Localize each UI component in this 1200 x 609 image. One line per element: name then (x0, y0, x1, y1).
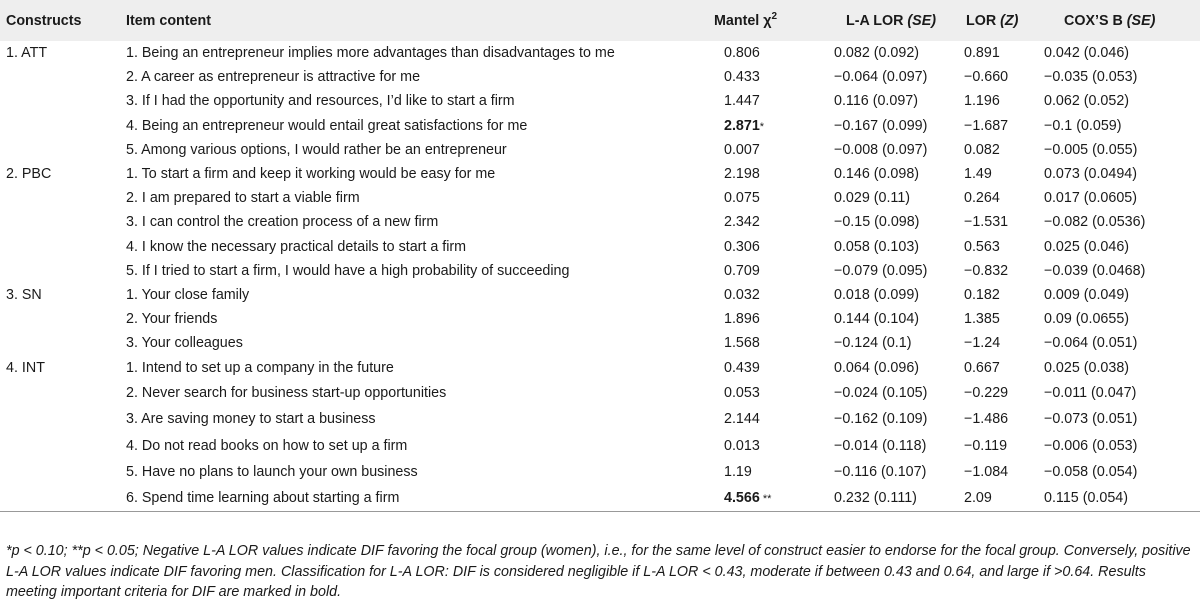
cell-lor: 1.385 (964, 311, 1000, 328)
cell-lor: −0.119 (964, 437, 1008, 454)
cell-la-lor: 0.029 (0.11) (834, 190, 911, 207)
cell-la-lor: 0.116 (0.097) (834, 93, 918, 110)
cell-construct (0, 259, 120, 283)
cell-cox: 0.025 (0.038) (1044, 359, 1130, 376)
cell-lor: −1.531 (964, 214, 1009, 231)
cell-item-content: 3. Your colleagues (126, 335, 243, 352)
cell-lor: 2.09 (964, 490, 992, 507)
cell-cox: −0.082 (0.0536) (1044, 214, 1146, 231)
cell-cox: −0.073 (0.051) (1044, 411, 1138, 428)
cell-lor: 1.49 (964, 166, 992, 183)
cell-item-content: 4. Being an entrepreneur would entail great satisfactions for me (126, 117, 528, 134)
header-lor (956, 0, 1036, 41)
cell-mantel (710, 235, 826, 259)
cell-cox: 0.017 (0.0605) (1044, 190, 1137, 207)
mantel-value: 0.306 (724, 238, 760, 255)
cell-la-lor: −0.014 (0.118) (834, 437, 927, 454)
cell-item-content: 5. If I tried to start a firm, I would have a high probability of succeeding (126, 262, 570, 279)
cell-cox: −0.035 (0.053) (1044, 69, 1138, 86)
cell-item-content: 3. I can control the creation process of a new firm (126, 214, 439, 231)
mantel-value: 4.566 (724, 490, 760, 507)
cell-lor: −1.486 (964, 411, 1009, 428)
cell-mantel (710, 259, 826, 283)
cell-la-lor: 0.018 (0.099) (834, 286, 920, 303)
mantel-value: 0.075 (724, 190, 760, 207)
mantel-value: 2.198 (724, 166, 760, 183)
cell-mantel (710, 406, 826, 432)
header-la-lor-se: (SE) (907, 12, 937, 29)
mantel-value: 0.013 (724, 437, 760, 454)
cell-lor: 0.563 (964, 238, 1000, 255)
cell-item-content: 3. Are saving money to start a business (126, 411, 376, 428)
cell-mantel (710, 459, 826, 485)
mantel-value: 0.439 (724, 359, 760, 376)
cell-lor: −0.832 (964, 262, 1009, 279)
cell-cox: −0.006 (0.053) (1044, 437, 1138, 454)
mantel-value: 2.144 (724, 411, 760, 428)
cell-la-lor: −0.116 (0.107) (834, 463, 927, 480)
header-cox (1036, 0, 1200, 41)
cell-cox: 0.073 (0.0494) (1044, 166, 1137, 183)
cell-cox: 0.115 (0.054) (1044, 490, 1128, 507)
cell-item-content: 2. I am prepared to start a viable firm (126, 190, 360, 207)
cell-construct (0, 380, 120, 406)
cell-la-lor: 0.082 (0.092) (834, 45, 920, 62)
table-row (0, 283, 1200, 307)
cell-item-content: 2. A career as entrepreneur is attractive for me (126, 69, 421, 86)
table-row (0, 235, 1200, 259)
cell-item-content: 5. Have no plans to launch your own business (126, 463, 418, 480)
cell-la-lor: 0.058 (0.103) (834, 238, 920, 255)
table-row (0, 307, 1200, 331)
cell-lor: −1.687 (964, 117, 1009, 134)
cell-cox: −0.005 (0.055) (1044, 141, 1138, 158)
cell-lor: −1.24 (964, 335, 1001, 352)
cell-la-lor: 0.232 (0.111) (834, 490, 917, 507)
cell-construct (0, 432, 120, 458)
cell-construct: 2. PBC (6, 166, 52, 183)
cell-item-content: 3. If I had the opportunity and resources, I’d like to start a firm (126, 93, 515, 110)
cell-la-lor: 0.146 (0.098) (834, 166, 920, 183)
mantel-value: 1.19 (724, 463, 752, 480)
table-row (0, 459, 1200, 485)
cell-cox: 0.009 (0.049) (1044, 286, 1130, 303)
table-footnote: *p < 0.10; **p < 0.05; Negative L-A LOR values indicate DIF favoring the focal group (women), i.e., for the same level of construct easier to endorse for the focal group. Conversely, positive L-A LOR values indicate DIF favoring men. Classification for L-A LOR: DIF is considered negligible if L-A LOR < 0.43, moderate if between 0.43 and 0.64, and large if >0.64. Results meeting important criteria for DIF are marked in bold. (6, 543, 1191, 600)
cell-mantel (710, 65, 826, 89)
cell-mantel (710, 114, 826, 138)
cell-mantel (710, 331, 826, 355)
cell-la-lor: 0.144 (0.104) (834, 311, 920, 328)
mantel-value: 2.342 (724, 214, 760, 231)
cell-la-lor: −0.079 (0.095) (834, 262, 928, 279)
cell-cox: −0.1 (0.059) (1044, 117, 1122, 134)
cell-construct (0, 210, 120, 234)
mantel-value: 0.007 (724, 141, 760, 158)
table-row (0, 406, 1200, 432)
header-mantel (710, 0, 826, 41)
header-cox-label: COX’S B (1064, 12, 1127, 29)
mantel-value: 0.433 (724, 69, 760, 86)
table-row (0, 65, 1200, 89)
table-row (0, 485, 1200, 511)
table-row (0, 355, 1200, 379)
cell-item-content: 2. Never search for business start-up opportunities (126, 384, 447, 401)
cell-construct (0, 331, 120, 355)
cell-construct (0, 459, 120, 485)
mantel-value: 1.447 (724, 93, 760, 110)
table-row (0, 89, 1200, 113)
cell-item-content: 2. Your friends (126, 311, 218, 328)
cell-cox: −0.058 (0.054) (1044, 463, 1138, 480)
cell-mantel (710, 89, 826, 113)
cell-cox: −0.064 (0.051) (1044, 335, 1138, 352)
cell-construct (0, 89, 120, 113)
cell-mantel (710, 186, 826, 210)
significance-mark: ** (759, 493, 772, 506)
cell-cox: −0.039 (0.0468) (1044, 262, 1146, 279)
header-item-content: Item content (126, 12, 211, 29)
cell-item-content: 1. Being an entrepreneur implies more advantages than disadvantages to me (126, 45, 615, 62)
mantel-value: 1.568 (724, 335, 760, 352)
cell-lor: 0.182 (964, 286, 1000, 303)
header-cox-se: (SE) (1126, 12, 1156, 29)
cell-la-lor: −0.124 (0.1) (834, 335, 912, 352)
cell-mantel (710, 380, 826, 406)
mantel-value: 1.896 (724, 311, 760, 328)
cell-item-content: 6. Spend time learning about starting a firm (126, 490, 400, 507)
cell-mantel (710, 432, 826, 458)
significance-mark: * (759, 120, 765, 133)
header-mantel-label: Mantel χ (714, 12, 772, 29)
cell-construct: 3. SN (6, 286, 42, 303)
cell-lor: 0.891 (964, 45, 1000, 62)
cell-mantel (710, 162, 826, 186)
cell-construct (0, 406, 120, 432)
cell-lor: −0.229 (964, 384, 1009, 401)
table-row (0, 331, 1200, 355)
cell-construct: 4. INT (6, 359, 45, 376)
cell-la-lor: −0.024 (0.105) (834, 384, 928, 401)
cell-la-lor: −0.15 (0.098) (834, 214, 920, 231)
table-row (0, 162, 1200, 186)
cell-item-content: 1. Your close family (126, 286, 250, 303)
mantel-value: 2.871 (724, 117, 760, 134)
cell-la-lor: −0.167 (0.099) (834, 117, 928, 134)
cell-la-lor: −0.162 (0.109) (834, 411, 928, 428)
table-row (0, 210, 1200, 234)
table-row (0, 380, 1200, 406)
table-row (0, 114, 1200, 138)
mantel-value: 0.806 (724, 45, 760, 62)
table-row (0, 138, 1200, 162)
cell-cox: 0.09 (0.0655) (1044, 311, 1130, 328)
cell-item-content: 4. I know the necessary practical details to start a firm (126, 238, 467, 255)
cell-construct (0, 138, 120, 162)
cell-construct (0, 114, 120, 138)
table-row (0, 41, 1200, 65)
cell-lor: 0.667 (964, 359, 1000, 376)
cell-lor: 0.264 (964, 190, 1000, 207)
cell-mantel (710, 210, 826, 234)
cell-construct (0, 307, 120, 331)
cell-cox: 0.025 (0.046) (1044, 238, 1130, 255)
cell-mantel (710, 283, 826, 307)
cell-mantel (710, 41, 826, 65)
mantel-value: 0.053 (724, 384, 760, 401)
table-row (0, 186, 1200, 210)
cell-item-content: 5. Among various options, I would rather be an entrepreneur (126, 141, 507, 158)
cell-la-lor: −0.008 (0.097) (834, 141, 928, 158)
cell-mantel (710, 307, 826, 331)
header-la-lor-label: L-A LOR (846, 12, 908, 29)
cell-cox: 0.062 (0.052) (1044, 93, 1130, 110)
header-constructs: Constructs (6, 12, 82, 29)
cell-lor: 1.196 (964, 93, 1000, 110)
cell-item-content: 1. Intend to set up a company in the future (126, 359, 394, 376)
cell-construct: 1. ATT (6, 45, 48, 62)
cell-construct (0, 186, 120, 210)
table-row (0, 259, 1200, 283)
cell-lor: −0.660 (964, 69, 1009, 86)
cell-mantel (710, 485, 826, 511)
cell-mantel (710, 138, 826, 162)
header-lor-z: (Z) (1000, 12, 1019, 29)
cell-item-content: 1. To start a firm and keep it working would be easy for me (126, 166, 496, 183)
header-la-lor (826, 0, 956, 41)
cell-mantel (710, 355, 826, 379)
cell-cox: 0.042 (0.046) (1044, 45, 1130, 62)
cell-lor: 0.082 (964, 141, 1000, 158)
table-row (0, 432, 1200, 458)
cell-cox: −0.011 (0.047) (1044, 384, 1137, 401)
cell-construct (0, 65, 120, 89)
cell-la-lor: −0.064 (0.097) (834, 69, 928, 86)
mantel-value: 0.709 (724, 262, 760, 279)
cell-la-lor: 0.064 (0.096) (834, 359, 920, 376)
header-lor-label: LOR (966, 12, 1001, 29)
cell-construct (0, 485, 120, 511)
mantel-value: 0.032 (724, 286, 760, 303)
table-body (0, 41, 1200, 512)
header-mantel-sup: 2 (771, 10, 778, 22)
header-row (0, 0, 1200, 41)
cell-item-content: 4. Do not read books on how to set up a firm (126, 437, 408, 454)
cell-construct (0, 235, 120, 259)
cell-lor: −1.084 (964, 463, 1009, 480)
